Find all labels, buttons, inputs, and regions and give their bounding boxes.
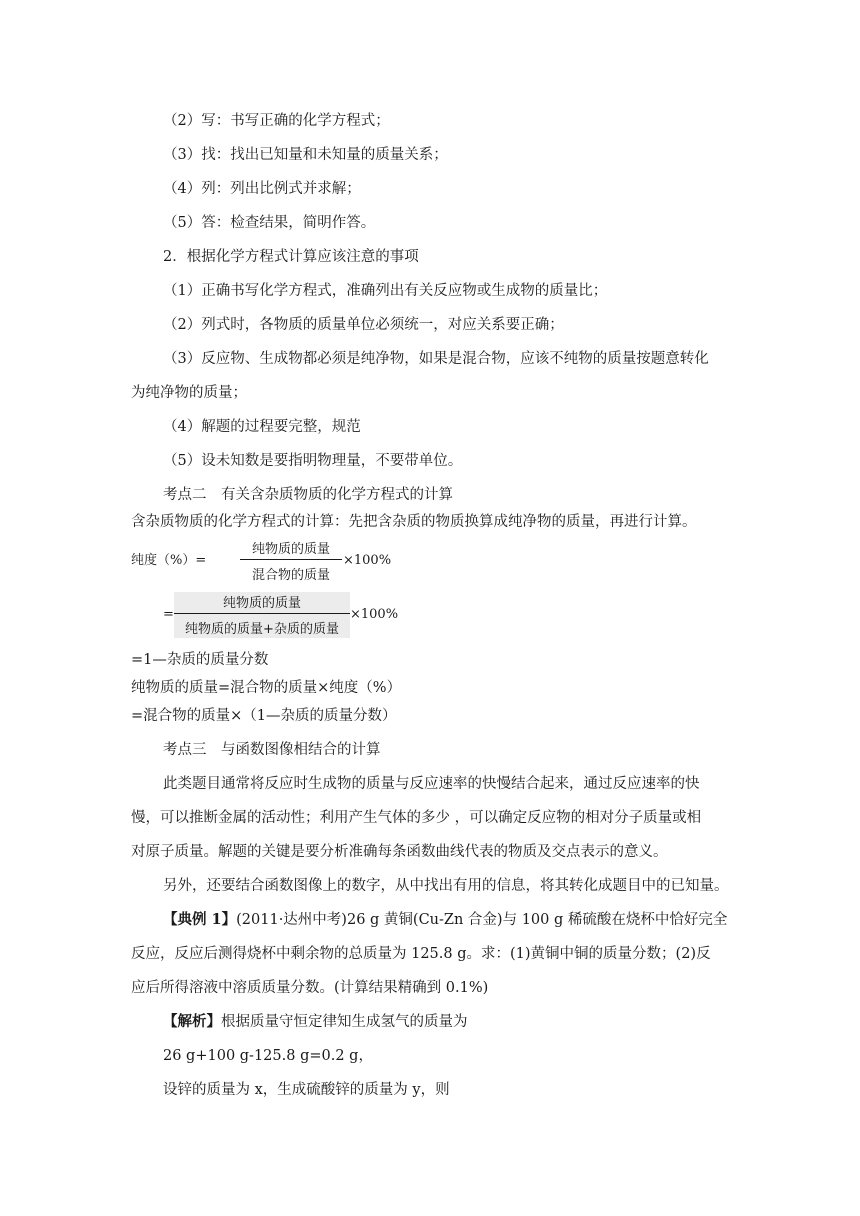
formula-2-times: ×100% (350, 607, 399, 622)
section-heading: 2．根据化学方程式计算应该注意的事项 (163, 249, 419, 265)
analysis-label: 【解析】 (163, 1013, 221, 1030)
analysis-text: 根据质量守恒定律知生成氢气的质量为 (221, 1014, 468, 1030)
note-item-3-line-2: 为纯净物的质量； (131, 385, 247, 401)
formula-1-times: ×100% (343, 553, 392, 568)
fraction-bar (240, 559, 342, 560)
kaodian-2-description: 含杂质物质的化学方程式的计算：先把含杂质的物质换算成纯净物的质量，再进行计算。 (131, 514, 697, 530)
formula-1-numerator: 纯物质的质量 (251, 542, 330, 557)
formula-1-denominator: 混合物的质量 (251, 568, 330, 583)
formula-line-mixture: =混合物的质量×（1—杂质的质量分数） (131, 708, 397, 724)
example-line-1 (163, 910, 727, 930)
formula-2-numerator: 纯物质的质量 (222, 596, 301, 611)
analysis-line-2: 26 g+100 g-125.8 g=0.2 g， (163, 1048, 373, 1064)
section-title-kaodian-2: 考点二 有关含杂质物质的化学方程式的计算 (163, 487, 453, 503)
example-label: 【典例 1】 (163, 911, 237, 928)
example-text: (2011·达州中考)26 g 黄铜(Cu-Zn 合金)与 100 g 稀硫酸在烧杯中恰好完全 (236, 912, 728, 928)
formula-2-lhs: = (163, 607, 174, 622)
note-item-4: （4）解题的过程要完整，规范 (163, 419, 361, 435)
formula-1-lhs: 纯度（%）= (131, 553, 207, 568)
formula-2-fraction (174, 592, 350, 638)
kaodian-3-paragraph-2: 另外，还要结合函数图像上的数字，从中找出有用的信息，将其转化成题目中的已知量。 (163, 878, 729, 894)
kaodian-3-paragraph-line-1: 此类题目通常将反应时生成物的质量与反应速率的快慢结合起来，通过反应速率的快 (163, 776, 700, 792)
step-find: （3）找：找出已知量和未知量的质量关系； (163, 147, 448, 163)
example-line-3: 应后所得溶液中溶质质量分数。(计算结果精确到 0.1%) (131, 980, 489, 996)
kaodian-3-paragraph-line-2: 慢，可以推断金属的活动性；利用产生气体的多少 ，可以确定反应物的相对分子质量或相 (131, 810, 702, 826)
note-item-1: （1）正确书写化学方程式，准确列出有关反应物或生成物的质量比； (163, 283, 608, 299)
step-answer: （5）答：检查结果，简明作答。 (163, 215, 376, 231)
analysis-line-3: 设锌的质量为 x，生成硫酸锌的质量为 y，则 (163, 1082, 450, 1098)
step-write: （2）写：书写正确的化学方程式； (163, 113, 390, 129)
analysis-line-1 (163, 1012, 468, 1032)
note-item-5: （5）设未知数是要指明物理量，不要带单位。 (163, 453, 463, 469)
example-line-2: 反应，反应后测得烧杯中剩余物的总质量为 125.8 g。求：(1)黄铜中铜的质量分数；(2)反 (131, 946, 711, 962)
note-item-3-line-1: （3）反应物、生成物都必须是纯净物，如果是混合物，应该不纯物的质量按题意转化 (163, 351, 709, 367)
formula-1-fraction (240, 538, 342, 584)
step-list: （4）列：列出比例式并求解； (163, 181, 361, 197)
formula-line-impurity: =1—杂质的质量分数 (131, 652, 269, 668)
kaodian-3-paragraph-line-3: 对原子质量。解题的关键是要分析准确每条函数曲线代表的物质及交点表示的意义。 (131, 844, 668, 860)
note-item-2: （2）列式时，各物质的质量单位必须统一，对应关系要正确； (163, 317, 564, 333)
fraction-bar (174, 613, 350, 614)
formula-line-pure-mass: 纯物质的质量=混合物的质量×纯度（%） (131, 680, 402, 696)
formula-2-denominator: 纯物质的质量+杂质的质量 (185, 622, 339, 637)
section-title-kaodian-3: 考点三 与函数图像相结合的计算 (163, 742, 381, 758)
